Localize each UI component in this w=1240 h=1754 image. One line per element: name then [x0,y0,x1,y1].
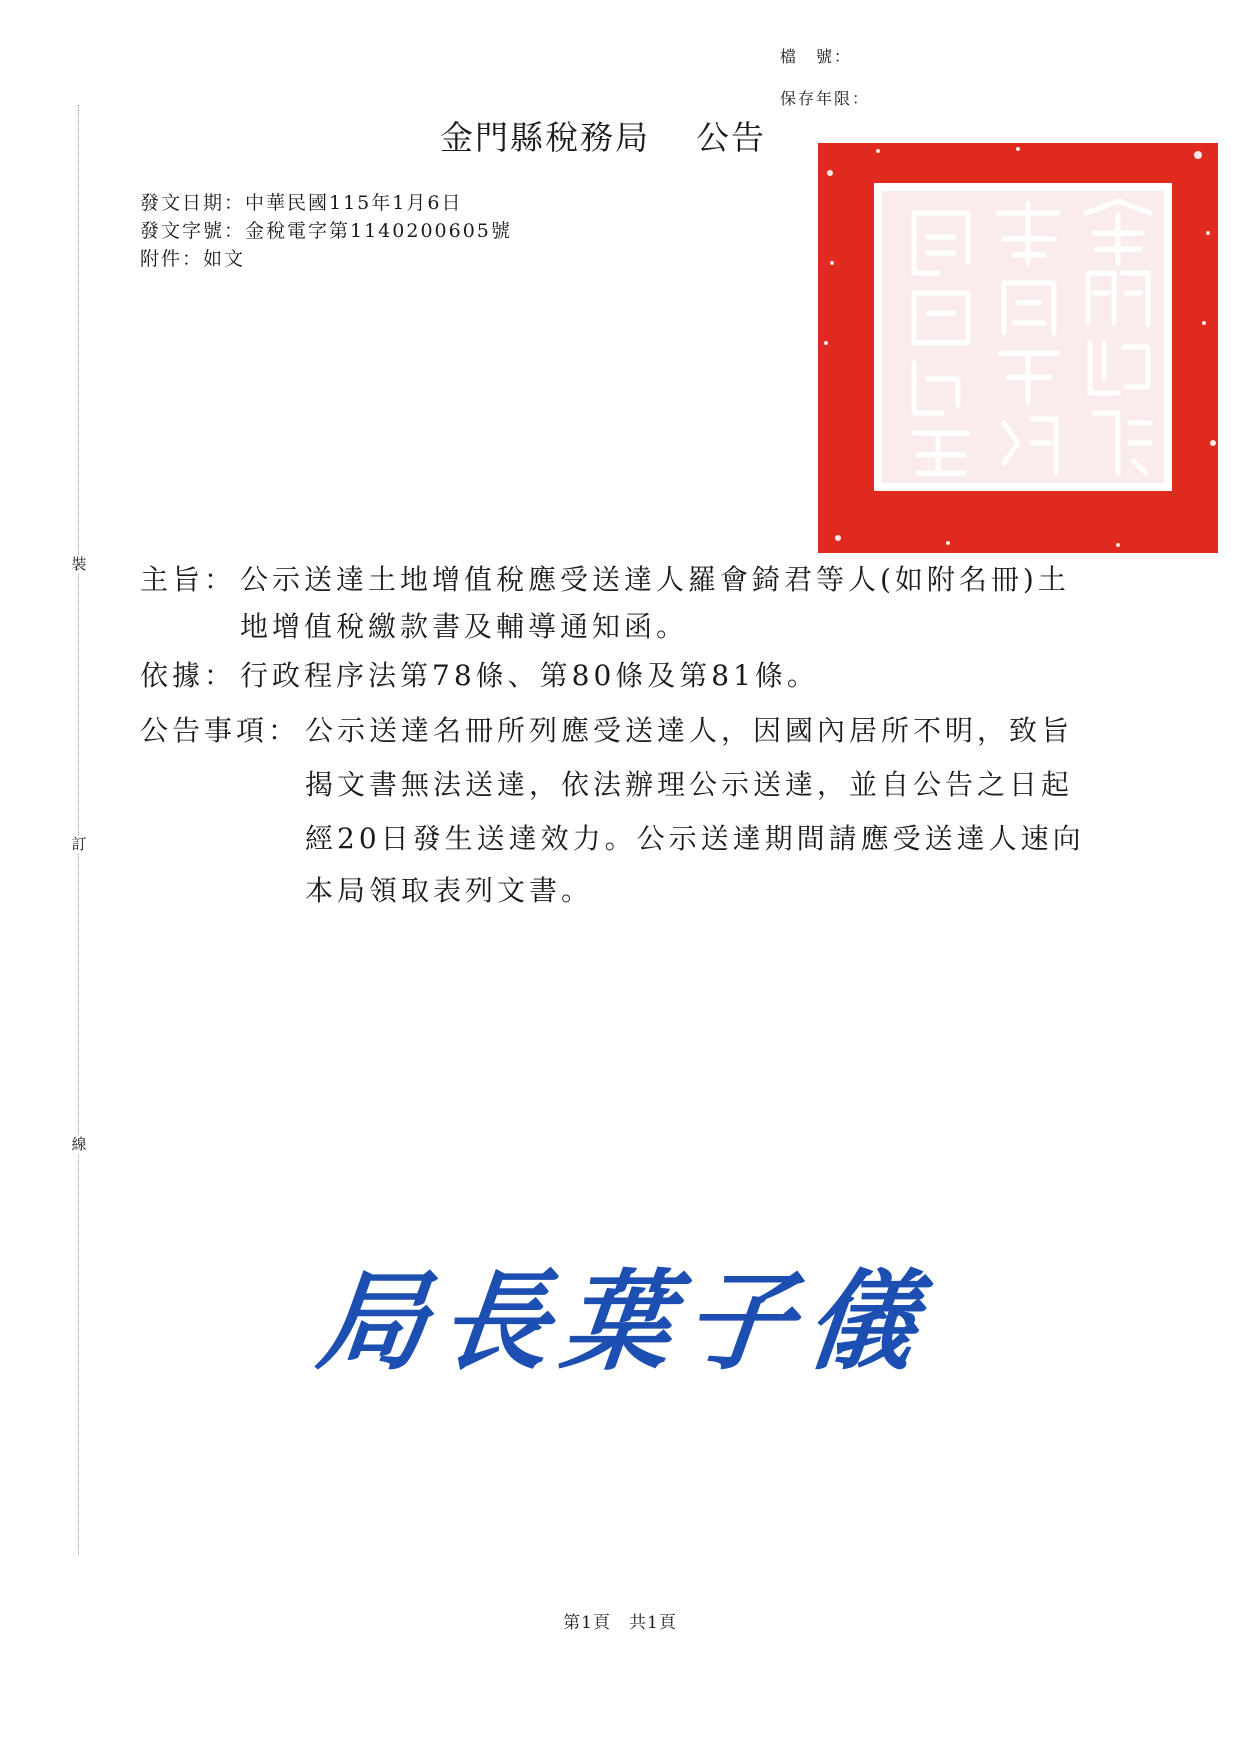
page-total: 共1頁 [629,1613,677,1633]
attachment-line: 附件：如文 [140,248,246,270]
notice-line-3: 經20日發生送達效力。公示送達期間請應受送達人速向 [305,822,1085,855]
subject-label: 主旨： [140,563,237,596]
issue-number-line: 發文字號：金稅電字第1140200605號 [140,220,512,242]
doc-type: 公告 [696,118,766,157]
retention-label: 保存年限： [780,89,871,108]
page-footer [0,1608,1240,1633]
notice-line-1: 公示送達名冊所列應受送達人，因國內居所不明，致旨 [305,714,1074,747]
notice-label: 公告事項： [140,714,301,747]
binding-line [78,105,79,1555]
subject-line-2: 地增值稅繳款書及輔導通知函。 [240,610,689,643]
file-number-label: 檔 號： [780,47,853,66]
agency-name: 金門縣稅務局 [440,118,650,157]
basis-label: 依據： [140,659,237,692]
official-seal-stamp [818,143,1218,553]
director-signature: 局長葉子儀 [312,1259,936,1385]
binding-label-ding: 訂 [71,835,87,853]
binding-label-xian: 線 [71,1135,87,1153]
page-title [440,112,766,159]
notice-line-2: 揭文書無法送達，依法辦理公示送達，並自公告之日起 [305,768,1074,801]
page-number: 第1頁 [563,1613,611,1633]
notice-line-4: 本局領取表列文書。 [305,874,594,907]
basis-text: 行政程序法第78條、第80條及第81條。 [240,659,819,692]
issue-date-line: 發文日期：中華民國115年1月6日 [140,192,463,214]
subject-line-1: 公示送達土地增值稅應受送達人羅會錡君等人(如附名冊)土 [240,563,1070,596]
binding-label-zhuang: 裝 [71,555,87,573]
